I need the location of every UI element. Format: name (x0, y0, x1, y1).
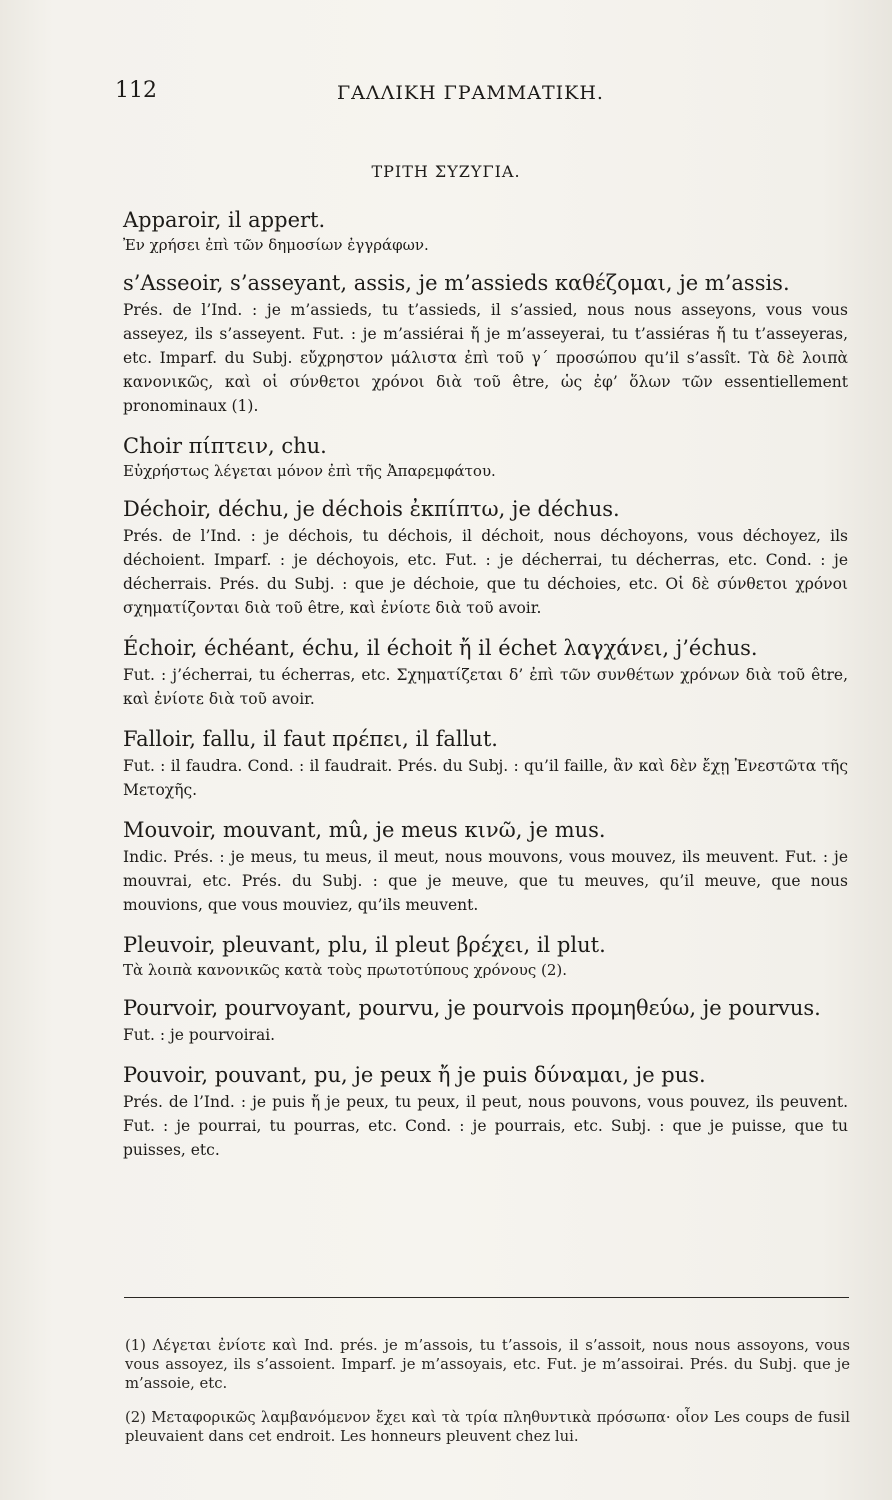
entry-detail: Prés. de l’Ind. : je déchois, tu déchois, il déchoit, nous déchoyons, vous déchoyez, ils déchoient. Imparf. : je déchoyois, etc. Fut. : je décherrai, tu décherras, etc. Cond. : je décherrais. Prés. du Subj. : que je déchoie, que tu déchoies, etc. Οἱ δὲ σύνθετοι χρόνοι σχηματίζονται διὰ τοῦ être, καὶ ἐνίοτε διὰ τοῦ avoir. (123, 527, 848, 617)
entry-mouvoir (123, 815, 848, 917)
page-number: 112 (115, 78, 157, 103)
entry-headword: Apparoir, il appert. (123, 208, 326, 232)
entry-detail: Ἐν χρήσει ἐπὶ τῶν δημοσίων ἐγγράφων. (123, 236, 429, 254)
entry-detail: Τὰ λοιπὰ κανονικῶς κατὰ τοὺς πρωτοτύπους χρόνους (2). (123, 961, 568, 979)
footnotes (125, 1321, 850, 1450)
entry-detail: Fut. : il faudra. Cond. : il faudrait. Prés. du Subj. : qu’il faille, ἂν καὶ δὲν ἔχῃ Ἐνεστῶτα τῆς Μετοχῆς. (123, 757, 848, 799)
entry-pourvoir (123, 993, 848, 1047)
entry-headword: Échoir, échéant, échu, il échoit ἤ il échet λαγχάνει, j’échus. (123, 636, 758, 660)
entry-headword: Mouvoir, mouvant, mû, je meus κινῶ, je mus. (123, 818, 606, 842)
entry-asseoir (123, 268, 848, 418)
footnote-2: (2) Μεταφορικῶς λαμβανόμενον ἔχει καὶ τὰ τρία πληθυντικὰ πρόσωπα· οἷον Les coups de fusil pleuvaient dans cet endroit. Les honneurs pleuvent chez lui. (125, 1408, 850, 1445)
entry-pouvoir (123, 1060, 848, 1162)
entry-falloir (123, 724, 848, 802)
section-title: ΤΡΙΤΗ ΣΥΖΥΓΙΑ. (371, 162, 521, 181)
entry-pleuvoir (123, 930, 848, 980)
footnote-1: (1) Λέγεται ἐνίοτε καὶ Ind. prés. je m’assois, tu t’assois, il s’assoit, nous nous assoyons, vous vous assoyez, ils s’assoient. Imparf. je m’assoyais, etc. Fut. je m’assoirai. Prés. du Subj. que je m’assoie, etc. (125, 1336, 850, 1392)
entry-detail: Εὐχρήστως λέγεται μόνον ἐπὶ τῆς Ἀπαρεμφάτου. (123, 462, 496, 480)
entry-headword: Déchoir, déchu, je déchois ἐκπίπτω, je déchus. (123, 497, 620, 521)
footnote-divider (124, 1297, 849, 1298)
entry-headword: Choir πίπτειν, chu. (123, 434, 327, 458)
entry-dechoir (123, 494, 848, 620)
entry-detail: Fut. : je pourvoirai. (123, 1026, 276, 1044)
entry-apparoir (123, 205, 848, 255)
entry-detail: Prés. de l’Ind. : je m’assieds, tu t’assieds, il s’assied, nous nous asseyons, vous vous asseyez, ils s’asseyent. Fut. : je m’assiérai ἤ je m’asseyerai, tu t’assiéras ἤ tu t’asseyeras, etc. Imparf. du Subj. εὔχρηστον μάλιστα ἐπὶ τοῦ γ΄ προσώπου qu’il s’assît. Τὰ δὲ λοιπὰ κανονικῶς, καὶ οἱ σύνθετοι χρόνοι διὰ τοῦ être, ὡς ἐφ’ ὅλων τῶν essentiellement pronominaux (1). (123, 301, 848, 415)
entry-choir (123, 431, 848, 481)
entry-detail: Indic. Prés. : je meus, tu meus, il meut, nous mouvons, vous mouvez, ils meuvent. Fut. : je mouvrai, etc. Prés. du Subj. : que je meuve, que tu meuves, qu’il meuve, que nous mouvions, que vous mouviez, qu’ils meuvent. (123, 848, 848, 914)
entry-headword: Pourvoir, pourvoyant, pourvu, je pourvois προμηθεύω, je pourvus. (123, 996, 821, 1020)
entry-headword: Pouvoir, pouvant, pu, je peux ἤ je puis δύναμαι, je pus. (123, 1063, 706, 1087)
entry-detail: Fut. : j’écherrai, tu écherras, etc. Σχηματίζεται δ’ ἐπὶ τῶν συνθέτων χρόνων διὰ τοῦ être, καὶ ἐνίοτε διὰ τοῦ avoir. (123, 666, 848, 708)
running-title: ΓΑΛΛΙΚΗ ΓΡΑΜΜΑΤΙΚΗ. (337, 82, 604, 104)
entry-headword: Falloir, fallu, il faut πρέπει, il fallut. (123, 727, 498, 751)
entry-headword: Pleuvoir, pleuvant, plu, il pleut βρέχει, il plut. (123, 933, 606, 957)
entry-detail: Prés. de l’Ind. : je puis ἤ je peux, tu peux, il peut, nous pouvons, vous pouvez, ils peuvent. Fut. : je pourrai, tu pourras, etc. Cond. : je pourrais, etc. Subj. : que je puisse, que tu puisses, etc. (123, 1093, 848, 1159)
verb-entries (123, 205, 848, 1175)
entry-echoir (123, 633, 848, 711)
page-header (115, 78, 750, 118)
entry-headword: s’Asseoir, s’asseyant, assis, je m’assieds καθέζομαι, je m’assis. (123, 271, 790, 295)
